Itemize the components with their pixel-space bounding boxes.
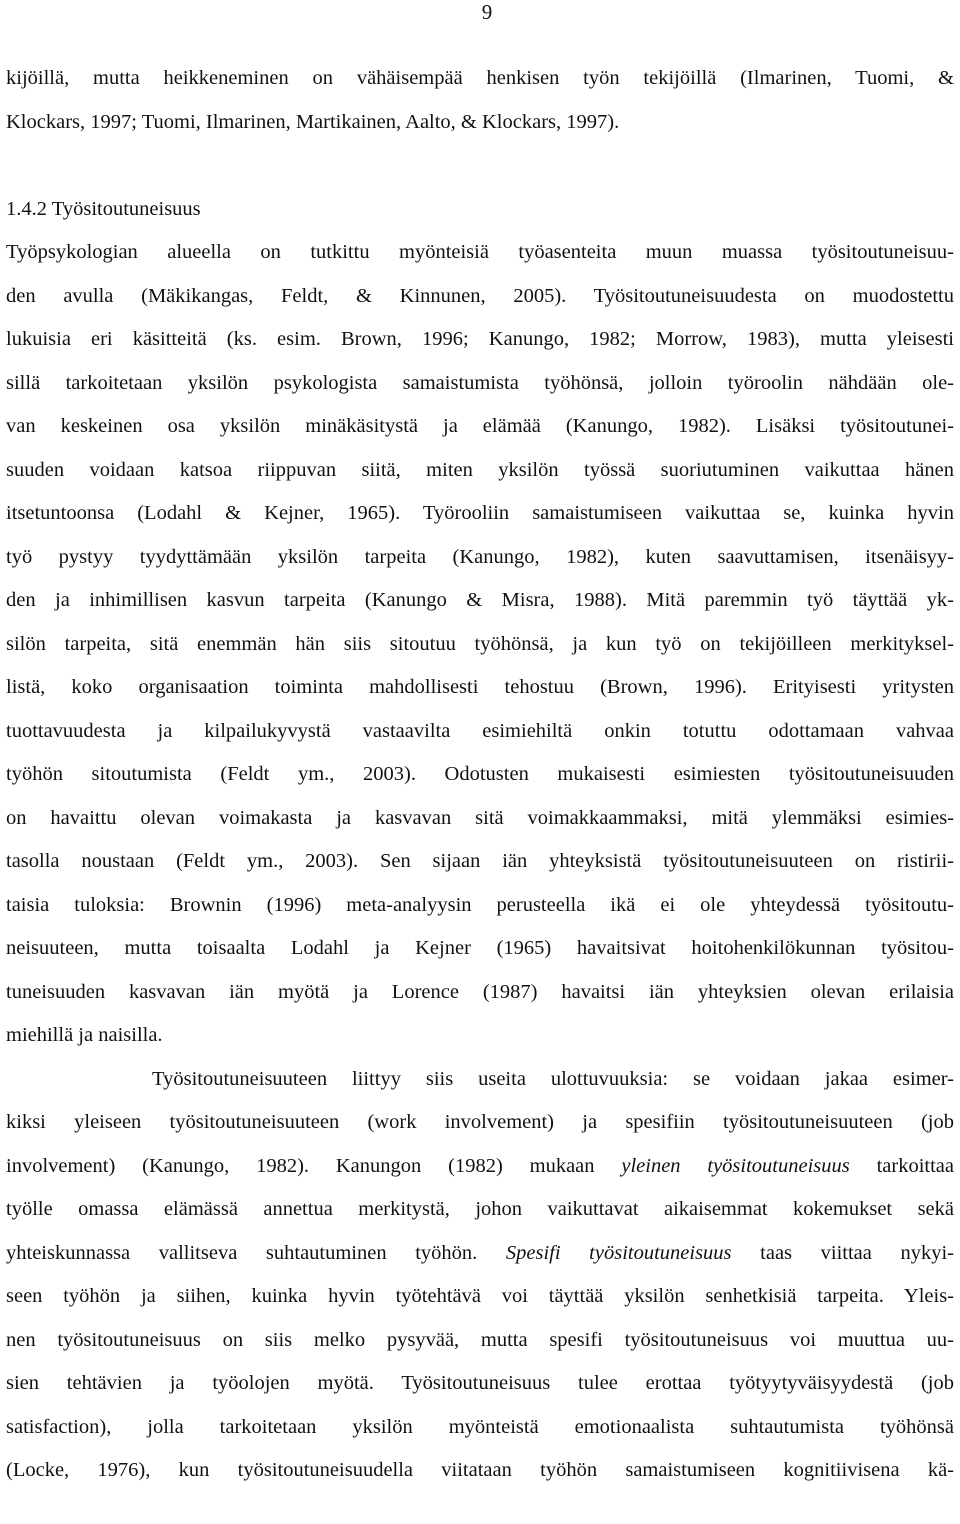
text-run: tarkoittaa bbox=[849, 1154, 954, 1177]
text-line: seen työhön ja siihen, kuinka hyvin työtehtävä voi täyttää yksilön senhetkisiä tarpeita. Yleis- bbox=[6, 1285, 954, 1307]
text-line: on havaittu olevan voimakasta ja kasvavan sitä voimakkaammaksi, mitä ylemmäksi esimies- bbox=[6, 806, 954, 829]
text-line bbox=[6, 1232, 954, 1276]
paragraph-1 bbox=[6, 231, 954, 1058]
text-line: sillä tarkoitetaan yksilön psykologista samaistumista työhönsä, jolloin työroolin nähdään ole- bbox=[6, 371, 954, 394]
text-line: työ pystyy tyydyttämään yksilön tarpeita (Kanungo, 1982), kuten saavuttamisen, itsenäisyy- bbox=[6, 545, 954, 568]
text-line: työlle omassa elämässä annettua merkitystä, johon vaikuttavat aikaisemmat kokemukset sekä bbox=[6, 1198, 954, 1220]
intro-paragraph bbox=[6, 57, 954, 144]
text-line: satisfaction), jolla tarkoitetaan yksilön myönteistä emotionaalista suhtautumista työhönsä bbox=[6, 1415, 954, 1438]
text-run: taas viittaa nykyi- bbox=[731, 1241, 954, 1264]
spacer bbox=[6, 144, 954, 188]
text-line: sien tehtävien ja työolojen myötä. Työsitoutuneisuus tulee erottaa työtyytyväisyydestä (job bbox=[6, 1372, 954, 1394]
text-line: itsetuntoonsa (Lodahl & Kejner, 1965). Työrooliin samaistumiseen vaikuttaa se, kuinka hyvin bbox=[6, 502, 954, 524]
document-body bbox=[6, 57, 954, 1493]
text-line: tuneisuuden kasvavan iän myötä ja Lorence (1987) havaitsi iän yhteyksien olevan erilaisia bbox=[6, 980, 954, 1003]
text-line: työhön sitoutumista (Feldt ym., 2003). Odotusten mukaisesti esimiesten työsitoutuneisuuden bbox=[6, 763, 954, 785]
text-line: kijöillä, mutta heikkeneminen on vähäisempää henkisen työn tekijöillä (Ilmarinen, Tuomi, & bbox=[6, 67, 954, 89]
text-run: involvement) (Kanungo, 1982). Kanungon (1982) mukaan bbox=[6, 1154, 622, 1177]
italic-term: yleinen työsitoutuneisuus bbox=[621, 1154, 850, 1177]
text-line bbox=[6, 1145, 954, 1189]
text-line: suuden voidaan katsoa riippuvan siitä, miten yksilön työssä suoriutuminen vaikuttaa hänen bbox=[6, 458, 954, 481]
paragraph-2 bbox=[6, 1058, 954, 1493]
text-line: silön tarpeita, sitä enemmän hän siis sitoutuu työhönsä, ja kun työ on tekijöilleen merkityksel- bbox=[6, 632, 954, 655]
text-line: den ja inhimillisen kasvun tarpeita (Kanungo & Misra, 1988). Mitä paremmin työ täyttää yk- bbox=[6, 589, 954, 611]
italic-term: Spesifi työsitoutuneisuus bbox=[505, 1241, 732, 1264]
text-line: Klockars, 1997; Tuomi, Ilmarinen, Martikainen, Aalto, & Klockars, 1997). bbox=[6, 110, 620, 133]
text-line: (Locke, 1976), kun työsitoutuneisuudella viitataan työhön samaistumiseen kognitiivisena kä- bbox=[6, 1459, 954, 1481]
text-line: taisia tuloksia: Brownin (1996) meta-analyysin perusteella ikä ei ole yhteydessä työsitoutu- bbox=[6, 893, 954, 916]
text-line: kiksi yleiseen työsitoutuneisuuteen (work involvement) ja spesifiin työsitoutuneisuuteen (job bbox=[6, 1111, 954, 1133]
text-line: nen työsitoutuneisuus on siis melko pysyvää, mutta spesifi työsitoutuneisuus voi muuttua uu- bbox=[6, 1328, 954, 1351]
text-line: neisuuteen, mutta toisaalta Lodahl ja Kejner (1965) havaitsivat hoitohenkilökunnan työsitou- bbox=[6, 937, 954, 959]
page-number: 9 bbox=[481, 0, 493, 24]
text-run: yhteiskunnassa vallitseva suhtautuminen työhön. bbox=[6, 1241, 506, 1264]
text-line: den avulla (Mäkikangas, Feldt, & Kinnunen, 2005). Työsitoutuneisuudesta on muodostettu bbox=[6, 284, 954, 307]
text-line: van keskeinen osa yksilön minäkäsitystä ja elämää (Kanungo, 1982). Lisäksi työsitoutunei- bbox=[6, 415, 954, 437]
section-heading: 1.4.2 Työsitoutuneisuus bbox=[6, 197, 201, 220]
text-line: tuottavuudesta ja kilpailukyvystä vastaavilta esimiehiltä onkin totuttu odottamaan vahvaa bbox=[6, 719, 954, 742]
text-line: miehillä ja naisilla. bbox=[6, 1024, 163, 1046]
text-line: Työsitoutuneisuuteen liittyy siis useita ulottuvuuksia: se voidaan jakaa esimer- bbox=[152, 1067, 954, 1090]
text-line: tasolla noustaan (Feldt ym., 2003). Sen sijaan iän yhteyksistä työsitoutuneisuuteen on ristirii- bbox=[6, 850, 954, 872]
text-line: lukuisia eri käsitteitä (ks. esim. Brown, 1996; Kanungo, 1982; Morrow, 1983), mutta yleisesti bbox=[6, 328, 954, 350]
text-line: Työpsykologian alueella on tutkittu myönteisiä työasenteita muun muassa työsitoutuneisuu- bbox=[6, 241, 954, 263]
text-line: listä, koko organisaation toiminta mahdollisesti tehostuu (Brown, 1996). Erityisesti yritysten bbox=[6, 676, 954, 698]
